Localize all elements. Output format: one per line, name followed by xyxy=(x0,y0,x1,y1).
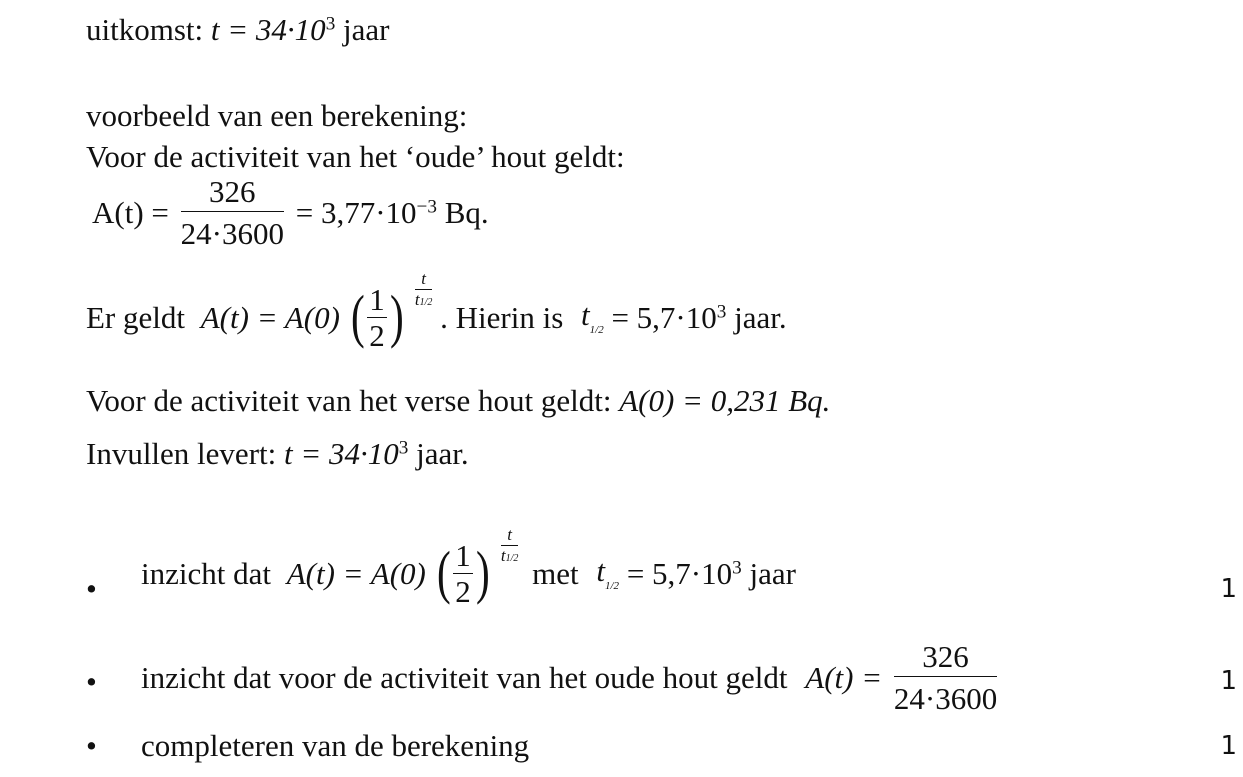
exponent-top: t xyxy=(415,270,433,290)
fresh-wood-line xyxy=(86,385,830,416)
exponent xyxy=(415,270,433,308)
criterion-1-prefix: inzicht dat xyxy=(141,556,271,591)
halflife-value: = $5,7\cdot 10^3$ xyxy=(611,300,727,335)
criterion-1-formula: A(t) = A(0) xyxy=(286,556,426,591)
half-numerator: 1 xyxy=(369,282,385,317)
halflife-unit: jaar. xyxy=(734,300,787,335)
activity-numerator: 326 xyxy=(181,176,284,212)
fill-in-formula: $t = 34\cdot 10^3$ xyxy=(284,436,409,471)
criterion-1-exponent: t t1/2 xyxy=(500,525,519,565)
criterion-2-prefix: inzicht dat voor de activiteit van het oude hout geldt xyxy=(141,660,788,695)
criterion-2-lhs: A(t) = xyxy=(805,660,883,695)
criterion-1-half-power: ( $\frac{1}{2}$ ) t t1/2 xyxy=(436,525,519,609)
criterion-2-numerator: 326 xyxy=(894,641,997,677)
activity-fraction xyxy=(181,176,284,249)
criterion-1-halflife-symbol: t1/2 xyxy=(596,553,620,592)
fresh-wood-text: Voor de activiteit van het verse hout geldt: xyxy=(86,383,612,418)
activity-unit: Bq. xyxy=(444,195,489,230)
result-line xyxy=(86,14,390,45)
activity-formula xyxy=(92,176,489,249)
half-denominator: 2 xyxy=(369,318,385,353)
law-lhs: A(t) = A(0) xyxy=(200,300,340,335)
criterion-2-fraction xyxy=(894,641,997,714)
old-wood-intro: Voor de activiteit van het ‘oude’ hout geldt: xyxy=(86,139,625,174)
halflife-symbol: t1/2 xyxy=(581,297,604,336)
half-fraction xyxy=(367,284,387,351)
result-label: uitkomst: xyxy=(86,12,204,47)
criterion-2-denominator: 24·3600 xyxy=(893,681,998,716)
fill-in-text: Invullen levert: xyxy=(86,436,277,471)
result-unit: jaar xyxy=(343,12,390,47)
example-heading: voorbeeld van een berekening: xyxy=(86,98,468,133)
criterion-1-bullet: • xyxy=(86,571,97,606)
law-prefix: Er geldt xyxy=(86,300,185,335)
criterion-2 xyxy=(141,641,1001,714)
fresh-wood-formula: A(0) = 0,231 Bq. xyxy=(619,383,831,418)
criterion-3-bullet: • xyxy=(86,728,97,763)
half-power: ( $\frac{1}{2}$ ) t t1/2 xyxy=(350,269,433,353)
criterion-1-halflife: = $5,7\cdot 10^3$ xyxy=(626,556,742,591)
criterion-3-score: 1 xyxy=(1220,731,1237,761)
activity-denominator: 24·3600 xyxy=(180,216,284,251)
criterion-2-score: 1 xyxy=(1220,666,1237,696)
decay-law-line xyxy=(86,269,787,353)
fill-in-unit: jaar. xyxy=(416,436,469,471)
exponent-bottom: t1/2 xyxy=(414,290,433,309)
criterion-1 xyxy=(141,525,796,609)
criterion-1-unit: jaar xyxy=(749,556,796,591)
law-suffix: . Hierin is xyxy=(440,300,564,335)
result-formula: $t = 34\cdot 10^3$ xyxy=(210,12,336,47)
criterion-3-text: completeren van de berekening xyxy=(141,728,530,763)
fill-in-line xyxy=(86,438,469,469)
activity-lhs: A(t) = xyxy=(92,195,169,230)
criterion-1-score: 1 xyxy=(1220,574,1237,604)
activity-result: = $3,77\cdot 10^{-3}$ xyxy=(295,195,437,230)
criterion-2-bullet: • xyxy=(86,664,97,699)
criterion-1-middle: met xyxy=(532,556,579,591)
